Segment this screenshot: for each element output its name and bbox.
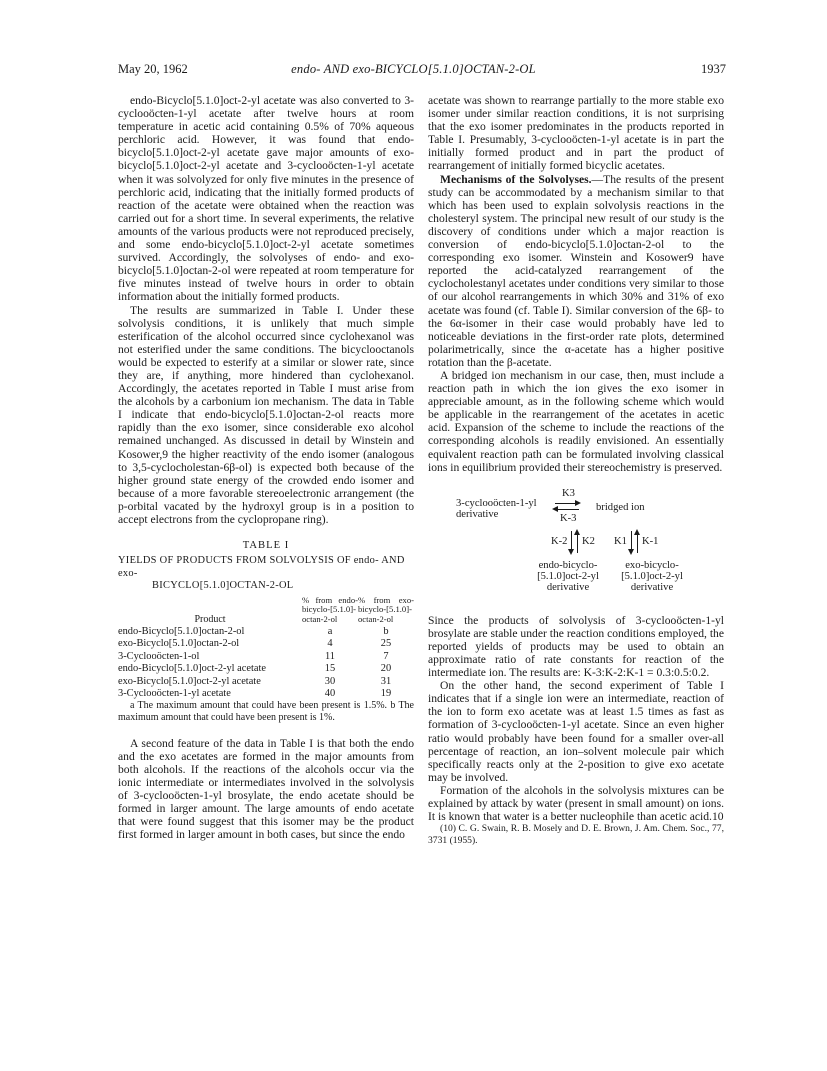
rate-constant-label: K-3	[560, 512, 577, 524]
paragraph: acetate was shown to rearrange partially to the more stable exo isomer under similar reaction conditions, it is not surprising that the exo isomer predominates in the products reported in Table I. Presumably, 3-cyclooöcten-1-yl acetate is in part the initially formed product and in part the product of rearrangement of initially formed bicyclic acetates.	[428, 94, 724, 173]
reaction-scheme	[428, 486, 724, 604]
table-caption: TABLE I	[242, 540, 290, 552]
left-column	[118, 94, 414, 841]
rate-constant-label: K3	[562, 487, 575, 499]
scheme-label-exo-3: derivative	[630, 581, 674, 593]
cell-endo: 15	[324, 663, 336, 675]
rate-constant-label: K-2	[551, 535, 568, 547]
table-title	[118, 555, 414, 593]
page-number: 1937	[701, 62, 726, 76]
column-header-exo: % from exo-bicyclo-[5.1.0]-octan-2-ol	[358, 594, 414, 624]
forward-arrow	[555, 503, 577, 504]
arrowhead	[574, 529, 580, 535]
scheme-label-endo-2: [5.1.0]oct-2-yl	[537, 570, 599, 582]
cell-exo: 7	[383, 650, 389, 662]
table-footnote: a The maximum amount that could have been present is 1.5%. b The maximum amount that could have been present is 1%.	[118, 700, 414, 723]
paragraph: On the other hand, the second experiment of Table I indicates that if a single ion were an intermediate, reaction of the ion to form exo acetate was at least 1.5 times as fast as formation of 3-cyclooöcten-1-yl acetate. Since an even higher ratio would probably have been found for a smaller over-all percentage of reaction, an ion–solvent molecule pair which specifically reacts only at the 2-position to give exo acetate may be involved.	[428, 679, 724, 784]
cell-product: 3-Cyclooöcten-1-yl acetate	[118, 687, 231, 699]
cell-endo: a	[327, 625, 333, 637]
column-header-product: Product	[194, 613, 226, 625]
paragraph: Formation of the alcohols in the solvolysis mixtures can be explained by attack by water (present in small amount) on ions. It is known that water is a better nucleophile than acetic acid.10	[428, 783, 724, 824]
rate-constant-label: K1	[614, 535, 627, 547]
paragraph: A second feature of the data in Table I is that both the endo and the exo acetates are formed in the major amounts from both alcohols. If the reactions of the alcohols occur via the ionic intermediate or intermediates involved in the solvolysis of 3-cyclooöcten-1-yl brosylate, the endo acetate should be formed in larger amount. The large amounts of endo acetate that were found suggest that this isomer may be the product first formed in larger amount in both cases, but since the endo	[118, 736, 414, 842]
cell-exo: 19	[380, 687, 392, 699]
header-date: May 20, 1962	[118, 62, 188, 76]
up-arrow	[637, 533, 638, 553]
rate-constant-label: K2	[582, 535, 595, 547]
table-row	[118, 638, 414, 650]
cell-endo: 30	[324, 675, 336, 687]
arrowhead	[568, 549, 574, 555]
scheme-label-cyclooctenyl-2: derivative	[456, 508, 499, 520]
products-table	[118, 596, 414, 701]
up-arrow	[577, 533, 578, 553]
down-arrow	[571, 531, 572, 551]
scheme-label-cyclooctenyl: 3-cyclooöcten-1-yl	[456, 497, 537, 509]
cell-product: endo-Bicyclo[5.1.0]octan-2-ol	[118, 625, 245, 637]
scheme-label-exo-2: [5.1.0]oct-2-yl	[621, 570, 683, 582]
paragraph: endo-Bicyclo[5.1.0]oct-2-yl acetate was also converted to 3-cyclooöcten-1-yl acetate after twelve hours at room temperature in acetic acid containing 0.5% of 70% aqueous perchloric acid. However, it was found that endo-bicyclo[5.1.0]oct-2-yl acetate gave major amounts of exo-bicyclo[5.1.0]oct-2-yl acetate and 3-cyclooöcten-1-yl acetate when it was solvolyzed for only five minutes in the presence of perchloric acid, indicating that the initially formed products of reaction of the acetate were obtained when the reaction was carried out for a short time. In several experiments, the relative amounts of the various products were not reproduced precisely, and some endo-bicyclo[5.1.0]oct-2-yl acetate sometimes survived. Accordingly, the solvolyses of endo- and exo-bicyclo[5.1.0]octan-2-ol were repeated at room temperature for five minutes instead of twelve hours in order to obtain information about the initially formed products.	[118, 94, 414, 304]
cell-product: exo-Bicyclo[5.1.0]oct-2-yl acetate	[118, 675, 261, 687]
column-header-endo: % from endo-bicyclo-[5.1.0]-octan-2-ol	[302, 594, 358, 624]
scheme-label-endo-3: derivative	[546, 581, 590, 593]
running-title: endo- AND exo-BICYCLO[5.1.0]OCTAN-2-OL	[291, 62, 536, 76]
cell-exo: 25	[380, 638, 392, 650]
paragraph: Since the products of solvolysis of 3-cyclooöcten-1-yl brosylate are stable under the reaction conditions employed, the reported yields of products may be used to obtain an approximate ratio of rate constants for reaction of the intermediate ion. The results are: K-3:K-2:K-1 = 0.3:0.5:0.2.	[428, 613, 724, 680]
cell-endo: 40	[324, 687, 336, 699]
cell-endo: 11	[324, 650, 335, 662]
down-arrow	[631, 531, 632, 551]
arrowhead	[552, 506, 558, 512]
scheme-label-bridged-ion: bridged ion	[596, 501, 645, 513]
scheme-label-endo: endo-bicyclo-	[538, 559, 598, 571]
cell-exo: 31	[380, 675, 392, 687]
rate-constant-label: K-1	[642, 535, 659, 547]
table-title-line: BICYCLO[5.1.0]OCTAN-2-OL	[152, 580, 294, 592]
table-row	[118, 676, 414, 688]
table-title-line: YIELDS OF PRODUCTS FROM SOLVOLYSIS OF endo- AND exo-	[118, 555, 405, 579]
table-row	[118, 651, 414, 663]
reverse-arrow	[557, 509, 579, 510]
arrowhead	[628, 549, 634, 555]
arrowhead	[634, 529, 640, 535]
table-1	[118, 539, 414, 723]
cell-product: exo-Bicyclo[5.1.0]octan-2-ol	[118, 638, 240, 650]
section-heading: Mechanisms of the Solvolyses.	[440, 172, 592, 186]
reference: (10) C. G. Swain, R. B. Mosely and D. E. Brown, J. Am. Chem. Soc., 77, 3731 (1955).	[428, 823, 724, 846]
scheme-label-exo: exo-bicyclo-	[625, 559, 679, 571]
cell-exo: 20	[380, 663, 392, 675]
table-row	[118, 663, 414, 675]
cell-product: 3-Cyclooöcten-1-ol	[118, 650, 200, 662]
cell-exo: b	[383, 625, 389, 637]
arrowhead	[575, 500, 581, 506]
paragraph: The results are summarized in Table I. Under these solvolysis conditions, it is unlikely that much simple esterification of the alcohol occurred since cyclohexanol was not esterified under the same conditions. The bicyclooctanols would be expected to esterify at a similar or slower rate, since they are, if anything, more hindered than cyclohexanol. Accordingly, the acetates reported in Table I must arise from the alcohols by a carbonium ion mechanism. The data in Table I indicate that endo-bicyclo[5.1.0]octan-2-ol reacts more rapidly than the exo isomer, since considerable exo alcohol remained unchanged. As discussed in detail by Winstein and Kosower,9 the higher reactivity of the endo isomer (analogous to 3,5-cyclocholestan-6β-ol) is expected both because of the higher ground state energy of the crowded endo isomer and because of a more favorable stereoelectronic arrangement (the p-orbital vacated by the hydroxyl group is in a position to accept electrons from the cyclopropane ring).	[118, 303, 414, 526]
paragraph	[428, 173, 724, 369]
paragraph-text: —The results of the present study can be accommodated by a mechanism similar to that which has been used to explain solvolysis reactions in the cholesteryl system. The principal new result of our study is the discovery of conditions under which a major reaction is conversion of endo-bicyclo[5.1.0]octan-2-ol to the corresponding exo isomer. Winstein and Kosower9 have reported the acid-catalyzed rearrangement of the cyclocholestanyl acetates under conditions very similar to those of our alcohol rearrangements in which 30% and 31% of exo acetate was found (cf. Table I). Similar conversion of the 6β- to the 6α-isomer in their case would probably have led to noticeable deviations in the first-order rate plots, determined polarimetrically, since the α-acetate has a higher positive rotation than the β-acetate.	[428, 172, 724, 369]
cell-endo: 4	[327, 638, 333, 650]
table-row	[118, 626, 414, 638]
cell-product: endo-Bicyclo[5.1.0]oct-2-yl acetate	[118, 663, 267, 675]
table-row	[118, 688, 414, 700]
paragraph: A bridged ion mechanism in our case, then, must include a reaction path in which the ion gives the exo isomer in appreciable amount, as in the following scheme which would be applicable in the rearrangement of the acetates in acetic acid. Expansion of the scheme to include the reactions of the corresponding alcohols is readily envisioned. An essentially equivalent reaction path can be formulated involving classical ions in equilibrium provided their stereochemistry is preserved.	[428, 368, 724, 474]
right-column	[428, 94, 724, 846]
